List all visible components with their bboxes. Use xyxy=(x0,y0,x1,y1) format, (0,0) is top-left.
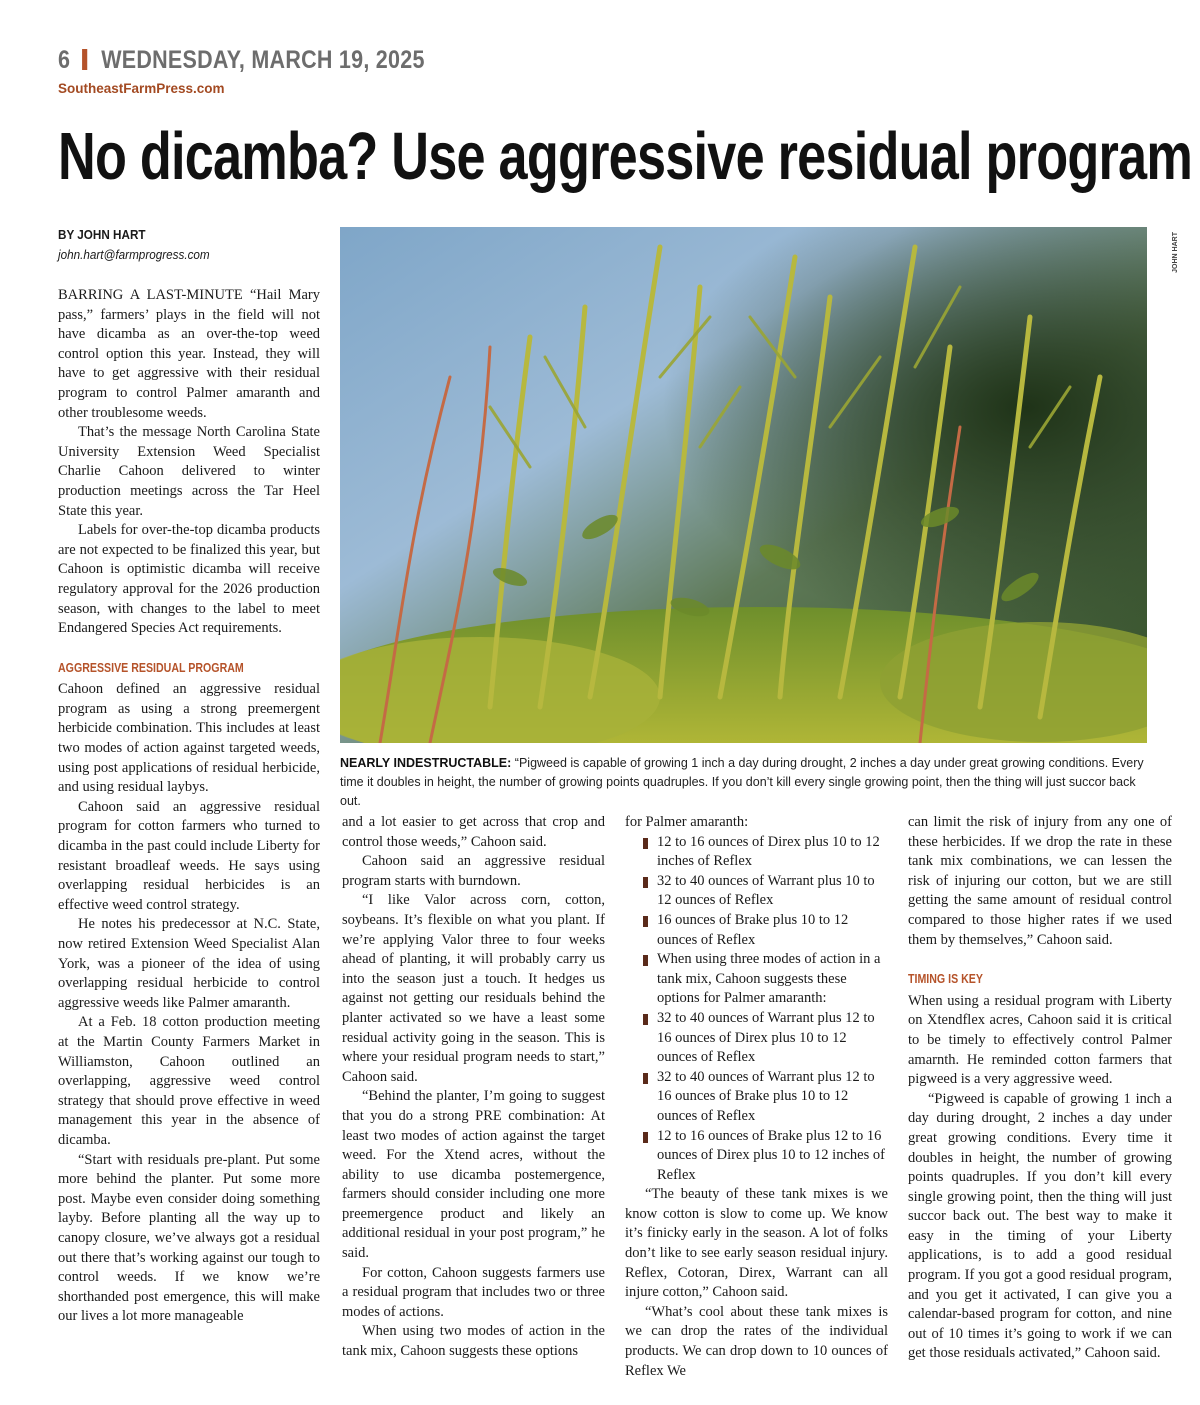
paragraph: “Behind the planter, I’m going to suggest that you do a strong PRE combination: At least two modes of action against the target weed. For the Xtend acres, without the ability to use dicamba postemergence, farmers should consider including one more preemergence product and likely an additional residual in your post program,” he said. xyxy=(342,1088,605,1262)
article-column-1 xyxy=(58,286,320,1327)
paragraph: “What’s cool about these tank mixes is we can drop the rates of the individual products. We can drop down to 10 ounces of Reflex We xyxy=(625,1303,888,1379)
issue-date: WEDNESDAY, MARCH 19, 2025 xyxy=(101,46,425,74)
paragraph: BARRING A LAST-MINUTE “Hail Mary pass,” farmers’ plays in the field will not have dicamba as an over-the-top weed control option this year. Instead, they will have to get aggressive with their residual program to control Palmer amaranth and other troublesome weeds. xyxy=(58,287,320,421)
paragraph: Cahoon defined an aggressive residual program as using a strong preemergent herbicide combination. This includes at least two modes of action against targeted weeds, using post applications of residual herbicide, and using residual laybys. xyxy=(58,681,320,796)
paragraph: Cahoon said an aggressive residual program for cotton farmers who turned to dicamba in the past could include Liberty for resistant broadleaf weeds. He says using overlapping residual herbicides is an effective weed control strategy. xyxy=(58,798,320,913)
paragraph: can limit the risk of injury from any one of these herbicides. If we drop the rate in these tank mix combinations, we can lessen the risk of injuring our cotton, but we are still getting the same amount of residual control compared to those higher rates if we used them by themselves,” Cahoon said. xyxy=(908,814,1172,948)
pigweed-illustration xyxy=(340,227,1147,743)
list-item: 32 to 40 ounces of Warrant plus 12 to 16 ounces of Brake plus 10 to 12 ounces of Reflex xyxy=(625,1068,888,1127)
list-item: 16 ounces of Brake plus 10 to 12 ounces of Reflex xyxy=(625,911,888,950)
caption-text: “Pigweed is capable of growing 1 inch a day during drought, 2 inches a day under great growing conditions. Every time it doubles in height, the number of growing points quadruples. If you don’t kill every single growing point, then the thing will just succor back out. xyxy=(340,756,1144,808)
paragraph: For cotton, Cahoon suggests farmers use a residual program that includes two or three modes of actions. xyxy=(342,1264,605,1320)
list-item: When using three modes of action in a tank mix, Cahoon suggests these options for Palmer amaranth: xyxy=(625,950,888,1009)
subhead-aggressive-residual: AGGRESSIVE RESIDUAL PROGRAM xyxy=(58,660,244,675)
paragraph: “The beauty of these tank mixes is we know cotton is slow to come up. We know it’s finicky early in the season. A lot of folks don’t like to see early season residual injury. Reflex, Cotoran, Direx, Warrant can all injure cotton,” Cahoon said. xyxy=(625,1186,888,1301)
page-folio xyxy=(58,46,425,75)
paragraph: When using a residual program with Liberty on Xtendflex acres, Cahoon said it is critical to be timely to effectively control Palmer amarnth. He reminded cotton farmers that pigweed is a very aggressive weed. xyxy=(908,992,1172,1088)
list-item: 12 to 16 ounces of Brake plus 12 to 16 ounces of Direx plus 10 to 12 inches of Reflex xyxy=(625,1127,888,1186)
paragraph: and a lot easier to get across that crop and control those weeds,” Cahoon said. xyxy=(342,814,605,850)
paragraph: Labels for over-the-top dicamba products are not expected to be finalized this year, but Cahoon is optimistic dicamba will receive regulatory approval for the 2026 production season, with changes to the label to meet Endangered Species Act requirements. xyxy=(58,522,320,637)
caption-lead: NEARLY INDESTRUCTABLE: xyxy=(340,756,512,770)
folio-divider xyxy=(82,49,87,70)
paragraph: He notes his predecessor at N.C. State, now retired Extension Weed Specialist Alan York, was a pioneer of the idea of using overlapping residual herbicide to control aggressive weeds like Palmer amaranth. xyxy=(58,916,320,1011)
list-item: 12 to 16 ounces of Direx plus 10 to 12 inches of Reflex xyxy=(625,833,888,872)
bullet-marker xyxy=(643,1132,648,1143)
list-item: 32 to 40 ounces of Warrant plus 10 to 12 ounces of Reflex xyxy=(625,872,888,911)
paragraph: When using two modes of action in the tank mix, Cahoon suggests these options xyxy=(342,1323,605,1360)
photo-caption xyxy=(340,754,1145,811)
paragraph: That’s the message North Carolina State University Extension Weed Specialist Charlie Cahoon delivered to winter production meetings across the Tar Heel State this year. xyxy=(58,424,320,519)
bullet-marker xyxy=(643,1014,648,1025)
photo-credit: JOHN HART xyxy=(1172,232,1179,273)
paragraph: for Palmer amaranth: xyxy=(625,814,749,830)
article-column-4 xyxy=(908,813,1172,1364)
paragraph: Cahoon said an aggressive residual program starts with burndown. xyxy=(342,853,605,889)
headline: No dicamba? Use aggressive residual program xyxy=(58,119,1193,194)
bullet-marker xyxy=(643,838,648,849)
page-number: 6 xyxy=(58,46,71,74)
article-column-3 xyxy=(625,813,888,1381)
site-link[interactable]: SoutheastFarmPress.com xyxy=(58,81,225,96)
bullet-marker xyxy=(643,955,648,966)
list-item: 32 to 40 ounces of Warrant plus 12 to 16 ounces of Direx plus 10 to 12 ounces of Reflex xyxy=(625,1009,888,1068)
bullet-marker xyxy=(643,1073,648,1084)
paragraph: At a Feb. 18 cotton production meeting at the Martin County Farmers Market in Williamston, Cahoon outlined an overlapping, aggressive weed control strategy that should prove effective in weed management this year in the absence of dicamba. xyxy=(58,1014,320,1148)
tank-mix-list xyxy=(625,833,888,1186)
paragraph: “I like Valor across corn, cotton, soybeans. It’s flexible on what you plant. If we’re applying Valor three to four weeks ahead of planting, it will probably carry us into the season just a touch. It hedges us against not getting our residuals behind the planter activated so we have a least some residual activity going in the season. This is where your residual program needs to start,” Cahoon said. xyxy=(342,892,605,1085)
bullet-marker xyxy=(643,916,648,927)
author-email[interactable]: john.hart@farmprogress.com xyxy=(58,247,210,262)
byline: BY JOHN HART xyxy=(58,227,146,242)
article-column-2 xyxy=(342,813,605,1362)
subhead-timing-is-key: TIMING IS KEY xyxy=(908,972,983,987)
bullet-marker xyxy=(643,877,648,888)
paragraph: “Start with residuals pre-plant. Put some more behind the planter. Put some more post. Maybe even consider doing something layby. Before planting all the way up to canopy closure, we’ve always got a residual out there that’s working against our tough to control weeds. If we know we’re shorthanded post emergence, this will make our lives a lot more manageable xyxy=(58,1151,320,1325)
paragraph: “Pigweed is capable of growing 1 inch a day during drought, 2 inches a day under great growing conditions. Every time it doubles in height, the number of growing points quadruples. If you don’t kill every single growing point, then the thing will just succor back out. The best way to make it easy in the timing of your Liberty applications, is to add a good residual program. If you got a good residual program, and you get it activated, I can give you a calendar-based program for cotton, and nine out of 10 times it’s going to work if we can get those residuals activated,” Cahoon said. xyxy=(908,1090,1172,1362)
pigweed-photo xyxy=(340,227,1147,743)
